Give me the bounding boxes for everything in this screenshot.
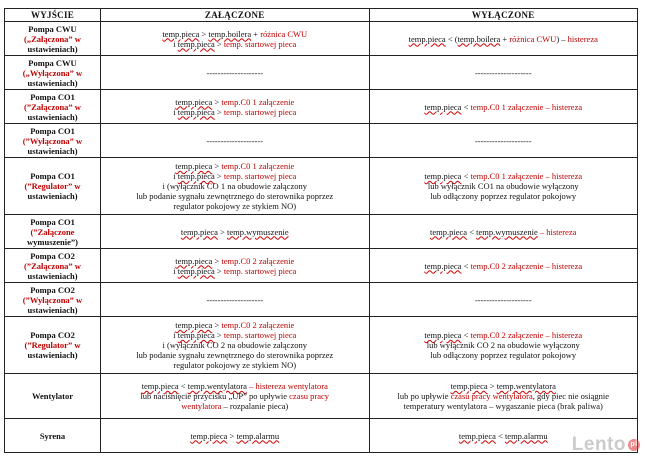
- text-segment: <: [467, 226, 477, 237]
- parameter-term: temp.C0 2 załączenie – histereza: [470, 260, 583, 271]
- on-line: [103, 29, 367, 39]
- text-segment: i (wyłącznik CO 1 na obudowie załączony: [162, 181, 307, 191]
- variable-term: temp.pieca: [177, 330, 215, 340]
- text-segment: >: [212, 255, 222, 266]
- output-mode: ustawieniach): [27, 270, 78, 281]
- on-line: [103, 295, 367, 305]
- output-mode: wymuszenie”): [27, 236, 78, 247]
- text-segment: i: [173, 265, 178, 276]
- off-condition-cell: [369, 374, 638, 419]
- output-name: Syrena: [39, 430, 66, 441]
- lento-logo: [572, 434, 640, 456]
- variable-term: temp.pieca: [190, 430, 228, 441]
- table-row: [5, 124, 638, 158]
- on-condition-cell: [101, 158, 370, 215]
- table-row: [5, 90, 638, 124]
- output-mode: ustawieniach): [27, 350, 78, 360]
- output-cell: [5, 22, 101, 56]
- parameter-term: histereza: [567, 33, 598, 44]
- text-segment: temperatury wentylatora – wygaszanie pieca (brak paliwa): [403, 401, 603, 411]
- output-cell: [5, 419, 101, 453]
- output-cell: [5, 249, 101, 283]
- text-segment: , gdy piec nie osiągnie: [532, 391, 609, 401]
- off-condition-cell: [369, 317, 638, 374]
- on-condition-cell: [101, 56, 370, 90]
- on-line: [103, 39, 367, 49]
- parameter-term: temp.C0 2 załączenie: [221, 320, 295, 330]
- variable-term: temp.pieca: [424, 101, 462, 112]
- text-segment: >: [212, 96, 222, 107]
- text-segment: +: [500, 33, 510, 44]
- text-segment: lub wyłącznik CO1 na obudowie wyłączony: [427, 181, 579, 191]
- parameter-term: temp.C0 2 załączenie – histereza: [470, 330, 583, 340]
- output-mode: ustawieniach): [27, 77, 78, 88]
- text-segment: lub odłączony poprzez regulator pokojowy: [430, 191, 577, 201]
- on-line: [103, 320, 367, 330]
- output-cell: [5, 215, 101, 249]
- off-line: [372, 295, 636, 305]
- table-row: [5, 374, 638, 419]
- table-row: [5, 215, 638, 249]
- off-line: [372, 227, 636, 237]
- on-line: [103, 381, 367, 391]
- header-row: [5, 9, 638, 22]
- parameter-term: temp. startowej pieca: [223, 265, 297, 276]
- parameter-term: temp. startowej pieca: [223, 106, 297, 117]
- text-segment: lub podanie sygnału zewnętrznego do sterownika poprzez: [136, 191, 334, 201]
- off-line: [372, 191, 636, 201]
- output-cell: [5, 283, 101, 317]
- on-line: [103, 401, 367, 411]
- parameter-term: różnica CWU: [509, 33, 557, 44]
- text-segment: lub po upływie: [397, 391, 451, 401]
- parameter-term: czasu pracy wentylatora: [450, 391, 533, 401]
- on-line: [103, 227, 367, 237]
- table-row: [5, 283, 638, 317]
- text-segment: >: [217, 226, 227, 237]
- parameter-term: temp. startowej pieca: [223, 171, 297, 181]
- variable-term: temp.pieca: [175, 255, 213, 266]
- text-segment: >: [487, 381, 497, 391]
- header-off: WYŁĄCZONE: [369, 9, 638, 22]
- variable-term: temp.pieca: [408, 33, 446, 44]
- variable-term: temp.pieca: [424, 260, 462, 271]
- variable-term: temp.pieca: [177, 265, 215, 276]
- parameter-term: temp.C0 1 załączenie: [221, 96, 295, 107]
- off-line: [372, 391, 636, 401]
- output-mode: (”Regulator” w: [24, 340, 81, 350]
- variable-term: temp.pieca: [141, 381, 179, 391]
- off-condition-cell: [369, 215, 638, 249]
- text-segment: +: [251, 28, 261, 39]
- text-segment: i: [173, 171, 178, 181]
- output-mode: ustawieniach): [27, 304, 78, 315]
- output-mode: („Załączona” w: [24, 33, 81, 44]
- text-segment: lub wyłącznik CO 2 na obudowie wyłączony: [426, 340, 580, 350]
- text-segment: --------------------: [206, 67, 264, 78]
- text-segment: >: [199, 28, 209, 39]
- table-row: [5, 317, 638, 374]
- variable-term: temp.pieca: [430, 226, 468, 237]
- output-cell: [5, 56, 101, 90]
- variable-term: temp.pieca: [180, 226, 218, 237]
- on-condition-cell: [101, 124, 370, 158]
- on-line: [103, 136, 367, 146]
- table-row: [5, 249, 638, 283]
- text-segment: lub naciśnięcie przycisku „UP” po upływie: [140, 391, 290, 401]
- variable-term: temp.pieca: [162, 28, 200, 39]
- output-cell: [5, 317, 101, 374]
- off-condition-cell: [369, 90, 638, 124]
- variable-term: temp.boilera: [208, 28, 252, 39]
- variable-term: temp.wentylatora: [496, 381, 556, 391]
- off-line: [372, 350, 636, 360]
- parameter-term: temp. startowej pieca: [223, 330, 297, 340]
- off-condition-cell: [369, 158, 638, 215]
- table-row: [5, 56, 638, 90]
- text-segment: <: [461, 260, 471, 271]
- off-line: [372, 102, 636, 112]
- on-line: [103, 256, 367, 266]
- parameter-term: temp.C0 2 załączenie: [221, 255, 295, 266]
- on-line: [103, 431, 367, 441]
- on-line: [103, 360, 367, 370]
- variable-term: temp.wentylatora: [187, 381, 247, 391]
- output-cell: [5, 124, 101, 158]
- variable-term: temp.boilera: [457, 33, 501, 44]
- off-condition-cell: [369, 56, 638, 90]
- text-segment: lub odłączony poprzez regulator pokojowy: [430, 350, 577, 360]
- output-mode: (”Wyłączona” w: [22, 135, 83, 146]
- text-segment: <: [461, 330, 471, 340]
- on-condition-cell: [101, 90, 370, 124]
- text-segment: --------------------: [474, 67, 532, 78]
- text-segment: – rozpalanie pieca): [221, 401, 289, 411]
- text-segment: i (wyłącznik CO 2 na obudowie załączony: [162, 340, 307, 350]
- on-line: [103, 161, 367, 171]
- on-line: [103, 330, 367, 340]
- output-mode: ustawieniach): [27, 43, 78, 54]
- output-mode: (”Załączona” w: [24, 101, 81, 112]
- text-segment: <: [461, 171, 471, 181]
- text-segment: >: [214, 171, 224, 181]
- table-row: [5, 22, 638, 56]
- variable-term: temp.pieca: [175, 161, 213, 171]
- output-name: Pompa CO1: [30, 171, 75, 181]
- variable-term: temp.pieca: [424, 171, 462, 181]
- output-name: Pompa CO1: [30, 125, 75, 136]
- text-segment: --------------------: [206, 294, 264, 305]
- variable-term: temp.pieca: [458, 430, 496, 441]
- text-segment: >: [214, 265, 224, 276]
- on-line: [103, 68, 367, 78]
- variable-term: temp.wymuszenie: [476, 226, 538, 237]
- variable-term: temp.pieca: [450, 381, 488, 391]
- variable-term: temp.pieca: [177, 106, 215, 117]
- parameter-term: temp.C0 1 załączenie – histereza: [470, 101, 583, 112]
- variable-term: temp.pieca: [177, 38, 215, 49]
- output-mode: (”Załączone: [30, 226, 75, 237]
- off-line: [372, 401, 636, 411]
- on-line: [103, 107, 367, 117]
- on-line: [103, 340, 367, 350]
- off-line: [372, 381, 636, 391]
- output-cell: [5, 158, 101, 215]
- parameter-term: – histereza wentylatora: [246, 381, 328, 391]
- on-condition-cell: [101, 249, 370, 283]
- text-segment: regulator pokojowy ze stykiem NO): [173, 360, 297, 370]
- text-segment: --------------------: [474, 294, 532, 305]
- output-name: Pompa CO1: [30, 91, 75, 102]
- variable-term: temp.pieca: [424, 330, 462, 340]
- variable-term: temp.wymuszenie: [227, 226, 289, 237]
- variable-term: temp.alarmu: [236, 430, 280, 441]
- variable-term: temp.pieca: [175, 96, 213, 107]
- output-name: Pompa CWU: [28, 23, 77, 34]
- text-segment: >: [214, 38, 224, 49]
- off-line: [372, 171, 636, 181]
- output-mode: (”Wyłączona” w: [22, 294, 83, 305]
- output-mode: (”Załączona” w: [24, 260, 81, 271]
- text-segment: >: [214, 106, 224, 117]
- on-line: [103, 191, 367, 201]
- on-line: [103, 171, 367, 181]
- logo-text: Lento: [571, 434, 626, 455]
- text-segment: >: [212, 161, 222, 171]
- off-line: [372, 34, 636, 44]
- off-line: [372, 181, 636, 191]
- output-mode: (”Regulator” w: [24, 181, 81, 191]
- text-segment: i: [173, 330, 178, 340]
- on-condition-cell: [101, 419, 370, 453]
- output-cell: [5, 374, 101, 419]
- text-segment: <: [495, 430, 505, 441]
- table-row: [5, 419, 638, 453]
- output-name: Pompa CO1: [30, 216, 75, 227]
- output-mode: ustawieniach): [27, 111, 78, 122]
- text-segment: <: [461, 101, 471, 112]
- output-mode: ustawieniach): [27, 145, 78, 156]
- text-segment: >: [227, 430, 237, 441]
- parameter-term: wentylatora: [181, 401, 222, 411]
- off-line: [372, 330, 636, 340]
- output-name: Pompa CO2: [30, 284, 75, 295]
- off-condition-cell: [369, 283, 638, 317]
- on-line: [103, 181, 367, 191]
- text-segment: regulator pokojowy ze stykiem NO): [173, 201, 297, 211]
- text-segment: i: [173, 38, 178, 49]
- on-condition-cell: [101, 317, 370, 374]
- text-segment: --------------------: [206, 135, 264, 146]
- on-line: [103, 97, 367, 107]
- on-condition-cell: [101, 215, 370, 249]
- output-name: Pompa CO2: [30, 250, 75, 261]
- logo-badge: pl: [628, 439, 640, 451]
- output-mode: ustawieniach): [27, 191, 78, 201]
- output-cell: [5, 90, 101, 124]
- output-name: Pompa CO2: [30, 330, 75, 340]
- output-name: Pompa CWU: [28, 57, 77, 68]
- text-segment: ) –: [556, 33, 568, 44]
- off-line: [372, 68, 636, 78]
- table-row: [5, 158, 638, 215]
- on-condition-cell: [101, 374, 370, 419]
- parameter-term: temp.C0 1 załączenie – histereza: [470, 171, 583, 181]
- on-condition-cell: [101, 283, 370, 317]
- variable-term: temp.pieca: [177, 171, 215, 181]
- parameter-term: różnica CWU: [260, 28, 308, 39]
- header-output: WYJŚCIE: [5, 9, 101, 22]
- off-condition-cell: [369, 249, 638, 283]
- on-line: [103, 391, 367, 401]
- text-segment: >: [214, 330, 224, 340]
- off-condition-cell: [369, 124, 638, 158]
- parameter-term: – histereza: [537, 226, 577, 237]
- text-segment: lub podanie sygnału zewnętrznego do sterownika poprzez: [136, 350, 334, 360]
- parameter-term: temp. startowej pieca: [223, 38, 297, 49]
- rules-table: [4, 8, 638, 453]
- parameter-term: czasu pracy: [289, 391, 330, 401]
- text-segment: i: [173, 106, 178, 117]
- table-body: [5, 22, 638, 453]
- off-condition-cell: [369, 22, 638, 56]
- off-line: [372, 136, 636, 146]
- on-line: [103, 350, 367, 360]
- header-on: ZAŁĄCZONE: [101, 9, 370, 22]
- text-segment: <: [178, 381, 188, 391]
- off-line: [372, 261, 636, 271]
- variable-term: temp.pieca: [175, 320, 213, 330]
- variable-term: temp.alarmu: [504, 430, 548, 441]
- text-segment: --------------------: [474, 135, 532, 146]
- output-name: Wentylator: [31, 391, 74, 401]
- on-condition-cell: [101, 22, 370, 56]
- text-segment: < (: [445, 33, 458, 44]
- parameter-term: temp.C0 1 załączenie: [221, 161, 295, 171]
- on-line: [103, 266, 367, 276]
- off-line: [372, 340, 636, 350]
- text-segment: >: [212, 320, 222, 330]
- on-line: [103, 201, 367, 211]
- output-mode: („Wyłączona” w: [22, 67, 83, 78]
